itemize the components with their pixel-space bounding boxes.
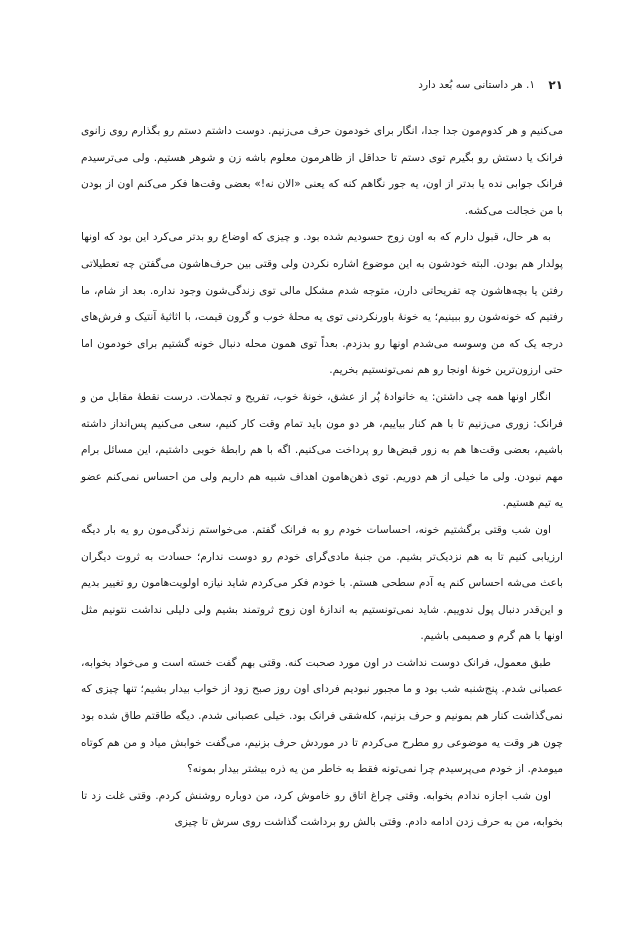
running-header <box>80 78 563 100</box>
paragraph: به هر حال، قبول دارم که به اون زوج حسودیم شده بود. و چیزی که اوضاع رو بدتر می‌کرد این بود که اونها پولدار هم بودن. البته خودشون به این موضوع اشاره نکردن ولی وقتی بین حرف‌هاشون می‌گفتن چه تعطیلاتی رفتن یا بچه‌هاشون چه تفریحاتی دارن، متوجه شدم مشکل مالی توی زندگی‌شون وجود نداره. بعد از شام، ما رفتیم که خونه‌شون رو ببینیم؛ یه خونهٔ باورنکردنی توی یه محلهٔ خوب و گرون قیمت، با اثاثیهٔ آنتیک و فرش‌های درجه یک که من وسوسه می‌شدم اونها رو بدزدم. بعداً توی همون محله دنبال خونه گشتیم برای خودمون اما حتی ارزون‌ترین خونهٔ اونجا رو هم نمی‌تونستیم بخریم. <box>81 231 563 377</box>
page-number: ۲۱ <box>548 78 563 92</box>
body-text <box>81 118 563 836</box>
paragraph: طبق معمول، فرانک دوست نداشت در اون مورد صحبت کنه. وقتی بهم گفت خسته است و می‌خواد بخوابه، عصبانی شدم. پنج‌شنبه شب بود و ما مجبور نبودیم فردای اون روز صبح زود از خواب بیدار بشیم؛ تنها چیزی که نمی‌گذاشت کنار هم بمونیم و حرف بزنیم، کله‌شقی فرانک بود. خیلی عصبانی شدم. دیگه طاقتم طاق شده بود چون هر وقت یه موضوعی رو مطرح می‌کردم تا در موردش حرف بزنیم، می‌گفت خوابش میاد و من هم کوتاه میومدم. از خودم می‌پرسیدم چرا نمی‌تونه فقط به خاطر من یه ذره بیشتر بیدار بمونه؟ <box>81 656 563 776</box>
paragraph: اون شب اجازه ندادم بخوابه. وقتی چراغ اتاق رو خاموش کرد، من دوباره روشنش کردم. وقتی غلت زد تا بخوابه، من به حرف زدن ادامه دادم. وقتی بالش رو برداشت گذاشت روی سرش تا چیزی <box>81 789 563 829</box>
paragraph: می‌کنیم و هر کدوم‌مون جدا جدا، انگار برای خودمون حرف می‌زنیم. دوست داشتم دستم رو بگذارم روی زانوی فرانک یا دستش رو بگیرم توی دستم تا حداقل از ظاهرمون معلوم باشه زن و شوهر هستیم. ولی می‌ترسیدم فرانک جوابی نده یا بدتر از اون، یه جور نگاهم کنه که یعنی «الان نه!» بعضی وقت‌ها فکر می‌کنم اون از بودن با من خجالت می‌کشه. <box>81 125 563 217</box>
paragraph: انگار اونها همه چی داشتن: یه خانوادهٔ پُر از عشق، خونهٔ خوب، تفریح و تجملات. درست نقطهٔ مقابل من و فرانک: زوری می‌زنیم تا با هم کنار بیاییم، هر دو مون باید تمام وقت کار کنیم، سعی می‌کنیم پس‌انداز داشته باشیم، بعضی وقت‌ها هم به زور قبض‌ها رو پرداخت می‌کنیم. اگه با هم رابطهٔ خوبی داشتیم، این مسائل برام مهم نبودن. ولی ما خیلی از هم دوریم. توی ذهن‌هامون اهداف شبیه هم داریم ولی من احساس نمی‌کنم عضو یه تیم هستیم. <box>81 390 563 510</box>
paragraph: اون شب وقتی برگشتیم خونه، احساسات خودم رو به فرانک گفتم. می‌خواستم زندگی‌مون رو یه بار دیگه ارزیابی کنیم تا به هم نزدیک‌تر بشیم. من جنبهٔ مادی‌گرای خودم رو دوست ندارم؛ حسادت به ثروت دیگران باعث می‌شه احساس کنم یه آدم سطحی هستم. با خودم فکر می‌کردم شاید نیازه اولویت‌هامون رو تغییر بدیم و این‌قدر دنبال پول ندوییم. شاید نمی‌تونستیم به اندازهٔ اون زوج ثروتمند بشیم ولی دلیلی نداشت نتونیم مثل اونها با هم گرم و صمیمی باشیم. <box>81 523 563 643</box>
chapter-title: ۱. هر داستانی سه بُعد دارد <box>418 79 535 91</box>
